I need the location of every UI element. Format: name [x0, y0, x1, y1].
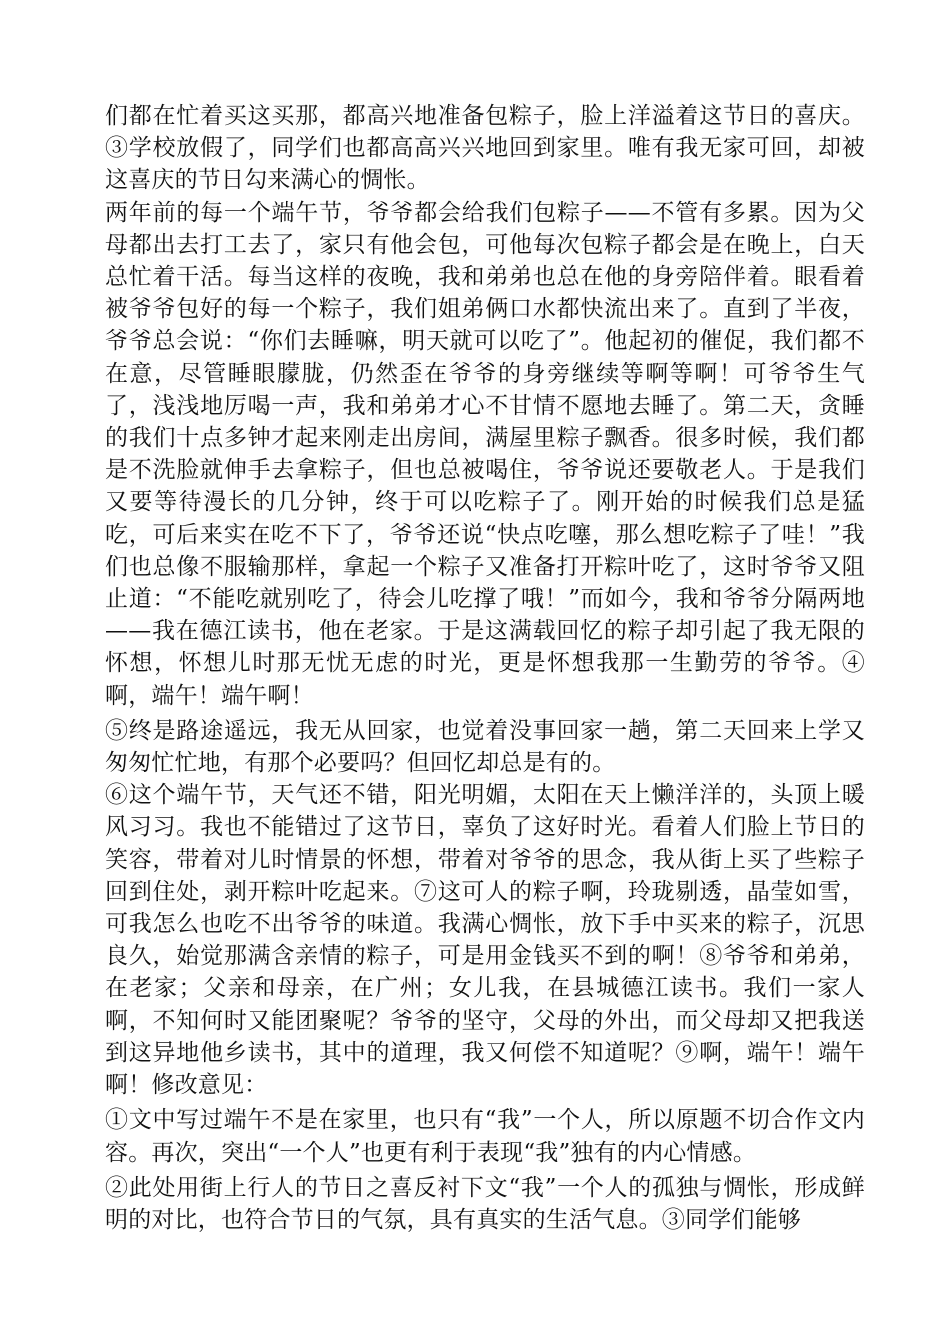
paragraph-grandpa-zongzi-memory: 两年前的每一个端午节，爷爷都会给我们包粽子——不管有多累。因为父母都出去打工去了，家只有他会包，可他每次包粽子都会是在晚上，白天总忙着干活。每当这样的夜晚，我和弟弟也总在他的身旁陪伴着。眼看着被爷爷包好的每一个粽子，我们姐弟俩口水都快流出来了。直到了半夜，爷爷总会说：“你们去睡嘛，明天就可以吃了”。他起初的催促，我们都不在意，尽管睡眼朦胧，仍然歪在爷爷的身旁继续等啊等啊！可爷爷生气了，浅浅地厉喝一声，我和弟弟才心不甘情不愿地去睡了。第二天，贪睡的我们十点多钟才起来刚走出房间，满屋里粽子飘香。很多时候，我们都是不洗脸就伸手去拿粽子，但也总被喝住，爷爷说还要敬老人。于是我们又要等待漫长的几分钟，终于可以吃粽子了。刚开始的时候我们总是猛吃，可后来实在吃不下了，爷爷还说“快点吃噻，那么想吃粽子了哇！”我们也总像不服输那样，拿起一个粽子又准备打开粽叶吃了，这时爷爷又阻止道：“不能吃就别吃了，待会儿吃撑了哦！”而如今，我和爷爷分隔两地——我在德江读书，他在老家。于是这满载回忆的粽子却引起了我无限的怀想，怀想儿时那无忧无虑的时光，更是怀想我那一生勤劳的爷爷。④啊，端午！端午啊！	[105, 199, 865, 709]
paragraph-dragon-boat-day: ⑥这个端午节，天气还不错，阳光明媚，太阳在天上懒洋洋的，头顶上暖风习习。我也不能错过了这节日，辜负了这好时光。看着人们脸上节日的笑容，带着对儿时情景的怀想，带着对爷爷的思念，我从街上买了些粽子回到住处，剥开粽叶吃起来。⑦这可人的粽子啊，玲珑剔透，晶莹如雪，可我怎么也吃不出爷爷的味道。我满心惆怅，放下手中买来的粽子，沉思良久，始觉那满含亲情的粽子，可是用金钱买不到的啊！⑧爷爷和弟弟，在老家；父亲和母亲，在广州；女儿我，在县城德江读书。我们一家人啊，不知何时又能团聚呢？爷爷的坚守，父母的外出，而父母却又把我送到这异地他乡读书，其中的道理，我又何偿不知道呢？⑨啊，端午！端午啊！修改意见：	[105, 782, 865, 1099]
paragraph-revision-note-2: ②此处用街上行人的节日之喜反衬下文“我”一个人的孤独与惆怅，形成鲜明的对比，也符合节日的气氛，具有真实的生活气息。③同学们能够	[105, 1174, 865, 1233]
paragraph-revision-note-1: ①文中写过端午不是在家里，也只有“我”一个人，所以原题不切合作文内容。再次，突出“一个人”也更有利于表现“我”独有的内心情感。	[105, 1107, 865, 1166]
paragraph-festival-intro: 们都在忙着买这买那，都高兴地准备包粽子，脸上洋溢着这节日的喜庆。③学校放假了，同学们也都高高兴兴地回到家里。唯有我无家可回，却被这喜庆的节日勾来满心的惆怅。	[105, 103, 865, 194]
document-page	[105, 100, 865, 1236]
paragraph-distance-home: ⑤终是路途遥远，我无从回家，也觉着没事回家一趟，第二天回来上学又匆匆忙忙地，有那个必要吗？但回忆却总是有的。	[105, 717, 865, 777]
